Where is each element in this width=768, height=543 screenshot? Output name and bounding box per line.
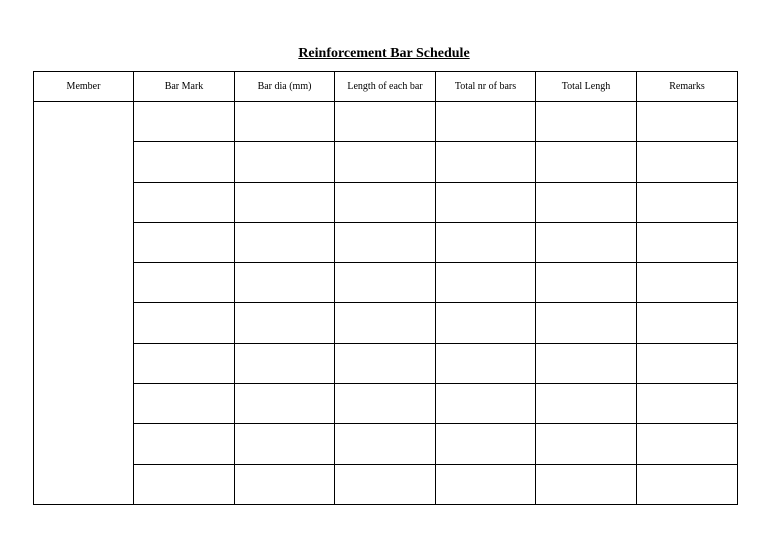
column-header-total-bars: Total nr of bars	[436, 72, 536, 102]
length-each-cell	[335, 142, 436, 182]
remarks-cell	[637, 182, 738, 222]
bar-mark-cell	[134, 303, 235, 343]
remarks-cell	[637, 142, 738, 182]
total-bars-cell	[436, 384, 536, 424]
total-bars-cell	[436, 303, 536, 343]
total-bars-cell	[436, 263, 536, 303]
table-row	[34, 343, 738, 383]
total-bars-cell	[436, 424, 536, 464]
table-row	[34, 424, 738, 464]
total-length-cell	[536, 343, 637, 383]
total-length-cell	[536, 222, 637, 262]
bar-dia-cell	[235, 142, 335, 182]
bar-dia-cell	[235, 182, 335, 222]
table-row	[34, 384, 738, 424]
page-title: Reinforcement Bar Schedule	[298, 46, 470, 61]
total-length-cell	[536, 384, 637, 424]
bar-mark-cell	[134, 263, 235, 303]
total-length-cell	[536, 182, 637, 222]
bar-dia-cell	[235, 303, 335, 343]
remarks-cell	[637, 222, 738, 262]
bar-dia-cell	[235, 222, 335, 262]
table-row	[34, 222, 738, 262]
remarks-cell	[637, 263, 738, 303]
bar-dia-cell	[235, 384, 335, 424]
column-header-member: Member	[34, 72, 134, 102]
remarks-cell	[637, 384, 738, 424]
bar-schedule-table	[33, 71, 738, 505]
length-each-cell	[335, 303, 436, 343]
total-bars-cell	[436, 142, 536, 182]
header-row	[34, 72, 738, 102]
total-bars-cell	[436, 182, 536, 222]
length-each-cell	[335, 343, 436, 383]
bar-mark-cell	[134, 102, 235, 142]
bar-mark-cell	[134, 343, 235, 383]
total-length-cell	[536, 142, 637, 182]
bar-mark-cell	[134, 142, 235, 182]
remarks-cell	[637, 424, 738, 464]
table-row	[34, 182, 738, 222]
total-length-cell	[536, 464, 637, 504]
total-length-cell	[536, 424, 637, 464]
bar-mark-cell	[134, 222, 235, 262]
bar-mark-cell	[134, 384, 235, 424]
total-bars-cell	[436, 464, 536, 504]
table-row	[34, 303, 738, 343]
length-each-cell	[335, 182, 436, 222]
total-bars-cell	[436, 102, 536, 142]
total-bars-cell	[436, 343, 536, 383]
column-header-bar-mark: Bar Mark	[134, 72, 235, 102]
table-row	[34, 464, 738, 504]
column-header-total-length: Total Lengh	[536, 72, 637, 102]
bar-dia-cell	[235, 102, 335, 142]
length-each-cell	[335, 384, 436, 424]
member-cell	[34, 102, 134, 505]
table-row	[34, 102, 738, 142]
length-each-cell	[335, 464, 436, 504]
column-header-remarks: Remarks	[637, 72, 738, 102]
table-row	[34, 142, 738, 182]
column-header-length-each: Length of each bar	[335, 72, 436, 102]
length-each-cell	[335, 424, 436, 464]
remarks-cell	[637, 102, 738, 142]
bar-dia-cell	[235, 464, 335, 504]
table-row	[34, 263, 738, 303]
table-body	[34, 102, 738, 505]
remarks-cell	[637, 303, 738, 343]
remarks-cell	[637, 464, 738, 504]
bar-mark-cell	[134, 424, 235, 464]
total-bars-cell	[436, 222, 536, 262]
bar-dia-cell	[235, 424, 335, 464]
remarks-cell	[637, 343, 738, 383]
bar-dia-cell	[235, 263, 335, 303]
length-each-cell	[335, 102, 436, 142]
total-length-cell	[536, 263, 637, 303]
length-each-cell	[335, 222, 436, 262]
length-each-cell	[335, 263, 436, 303]
bar-mark-cell	[134, 464, 235, 504]
bar-dia-cell	[235, 343, 335, 383]
total-length-cell	[536, 303, 637, 343]
bar-mark-cell	[134, 182, 235, 222]
total-length-cell	[536, 102, 637, 142]
column-header-bar-dia: Bar dia (mm)	[235, 72, 335, 102]
